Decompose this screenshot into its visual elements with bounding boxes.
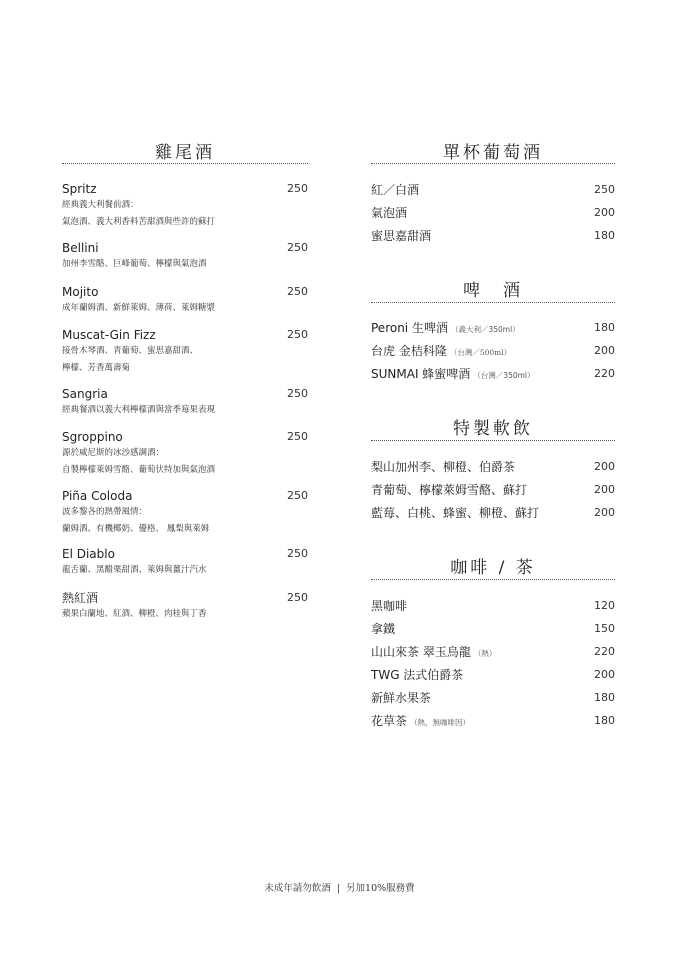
- item-name: 黑咖啡: [371, 599, 408, 613]
- menu-item-red-white-wine: [371, 182, 615, 198]
- item-price: 200: [594, 344, 615, 357]
- menu-item-herbal-tea: [371, 713, 615, 731]
- item-note: （義大利／350ml）: [450, 325, 520, 334]
- item-price: 250: [287, 241, 308, 254]
- soft-drinks-divider: [371, 440, 615, 441]
- item-note: （台灣／350ml）: [473, 371, 535, 380]
- item-description: 波多黎各的熱帶風情：: [62, 507, 148, 517]
- coffee-tea-title: 咖啡 / 茶: [450, 558, 536, 578]
- menu-item-el-diablo: [62, 546, 308, 579]
- item-name-text: 山山來茶 翠玉烏龍: [371, 645, 471, 659]
- menu-item-mojito: [62, 284, 308, 317]
- item-name: 紅／白酒: [371, 183, 420, 197]
- item-name: 蜜思嘉甜酒: [371, 229, 432, 243]
- item-price: 200: [594, 506, 615, 519]
- soft-drinks-title: 特製軟飲: [453, 419, 533, 439]
- item-description: 經典餐酒以義大利檸檬酒與當季莓果表現: [62, 405, 216, 415]
- item-description: 接骨木琴酒、青葡萄、蜜思嘉甜酒、: [62, 346, 199, 356]
- menu-item-muscat-gin-fizz: [62, 327, 308, 377]
- wine-title: 單杯葡萄酒: [443, 143, 543, 163]
- menu-item-peroni: [371, 320, 615, 338]
- item-name: Spritz: [62, 182, 97, 196]
- item-description: 氣泡酒、義大利香料苦甜酒與些許的蘇打: [62, 217, 216, 227]
- item-description: 檸檬、芳香萬壽菊: [62, 363, 131, 373]
- footer-notice: [0, 880, 679, 894]
- item-name: Bellini: [62, 241, 99, 255]
- item-name: TWG 法式伯爵茶: [371, 668, 464, 682]
- item-name: Sangria: [62, 387, 108, 401]
- menu-item-soft-drink-1: [371, 459, 615, 475]
- item-name: 青葡萄、檸檬萊姆雪酪、蘇打: [371, 483, 528, 497]
- item-price: 250: [287, 591, 308, 604]
- menu-item-taihu: [371, 343, 615, 361]
- coffee-tea-divider: [371, 579, 615, 580]
- item-name: 熱紅酒: [62, 591, 99, 605]
- wine-divider: [371, 163, 615, 164]
- item-price: 220: [594, 367, 615, 380]
- menu-item-bellini: [62, 240, 308, 273]
- menu-item-soft-drink-2: [371, 482, 615, 498]
- item-description: 蘋果白蘭地、紅酒、柳橙、肉桂與丁香: [62, 609, 207, 619]
- menu-item-black-coffee: [371, 598, 615, 614]
- menu-item-sunmai: [371, 366, 615, 384]
- item-description: 源於威尼斯的冰沙感調酒：: [62, 448, 165, 458]
- menu-item-mulled-wine: [62, 590, 308, 623]
- item-price: 200: [594, 460, 615, 473]
- item-description: 龍舌蘭、黑醋栗甜酒、萊姆與薑汁汽水: [62, 565, 207, 575]
- item-description: 自製檸檬萊姆雪酪、葡萄伏特加與氣泡酒: [62, 465, 216, 475]
- item-price: 250: [287, 387, 308, 400]
- menu-item-spritz: [62, 181, 308, 231]
- age-notice: 未成年請勿飲酒: [264, 883, 331, 894]
- item-price: 250: [287, 489, 308, 502]
- item-name: [371, 366, 615, 384]
- item-name-text: Peroni 生啤酒: [371, 321, 448, 335]
- item-name-text: SUNMAI 蜂蜜啤酒: [371, 367, 471, 381]
- item-price: 250: [287, 430, 308, 443]
- item-name: Piña Coloda: [62, 489, 133, 503]
- item-name: El Diablo: [62, 547, 115, 561]
- item-description: 加州李雪酪、巨峰葡萄、檸檬與氣泡酒: [62, 259, 207, 269]
- item-price: 250: [287, 285, 308, 298]
- menu-item-sangria: [62, 386, 308, 419]
- menu-item-soft-drink-3: [371, 505, 615, 521]
- beer-divider: [371, 302, 615, 303]
- menu-item-fruit-tea: [371, 690, 615, 706]
- menu-item-twg-earl-grey: [371, 667, 615, 683]
- item-name: 梨山加州李、柳橙、伯爵茶: [371, 460, 516, 474]
- beer-title: 啤 酒: [463, 281, 523, 301]
- item-name: Mojito: [62, 285, 99, 299]
- menu-item-moscato: [371, 228, 615, 244]
- item-description: 成年蘭姆酒、新鮮萊姆、薄荷、萊姆糖漿: [62, 303, 216, 313]
- item-name: 藍莓、白桃、蜂蜜、柳橙、蘇打: [371, 506, 540, 520]
- menu-item-sparkling-wine: [371, 205, 615, 221]
- item-price: 180: [594, 691, 615, 704]
- item-price: 150: [594, 622, 615, 635]
- item-price: 200: [594, 483, 615, 496]
- item-price: 250: [287, 182, 308, 195]
- item-name-text: 花草茶: [371, 714, 408, 728]
- menu-item-pina-coloda: [62, 488, 308, 538]
- item-note: （台灣／500ml）: [449, 348, 512, 357]
- item-name: Muscat-Gin Fizz: [62, 328, 156, 342]
- item-price: 180: [594, 321, 615, 334]
- cocktails-divider: [62, 163, 308, 164]
- item-price: 200: [594, 206, 615, 219]
- item-price: 180: [594, 229, 615, 242]
- item-note: （熱）: [473, 649, 497, 658]
- item-name: [371, 343, 615, 361]
- item-name-text: 台虎 金桔科隆: [371, 344, 447, 358]
- menu-item-latte: [371, 621, 615, 637]
- item-name: [371, 644, 615, 662]
- menu-item-oolong-tea: [371, 644, 615, 662]
- cocktails-title: 雞尾酒: [155, 143, 215, 163]
- service-charge-notice: 另加10%服務費: [346, 883, 415, 894]
- item-note: （熱，無咖啡因）: [410, 718, 471, 727]
- item-price: 250: [287, 547, 308, 560]
- item-name: 拿鐵: [371, 622, 396, 636]
- item-description: 蘭姆酒、有機椰奶、優格、 鳳梨與萊姆: [62, 524, 210, 534]
- item-name: [371, 713, 615, 731]
- footer-separator: |: [336, 883, 341, 894]
- item-price: 250: [287, 328, 308, 341]
- item-price: 250: [594, 183, 615, 196]
- item-name: [371, 320, 615, 338]
- item-name: 氣泡酒: [371, 206, 408, 220]
- item-name: Sgroppino: [62, 430, 123, 444]
- item-price: 220: [594, 645, 615, 658]
- item-description: 經典義大利餐前酒：: [62, 200, 139, 210]
- item-price: 120: [594, 599, 615, 612]
- item-name: 新鮮水果茶: [371, 691, 432, 705]
- item-price: 180: [594, 714, 615, 727]
- menu-item-sgroppino: [62, 429, 308, 479]
- item-price: 200: [594, 668, 615, 681]
